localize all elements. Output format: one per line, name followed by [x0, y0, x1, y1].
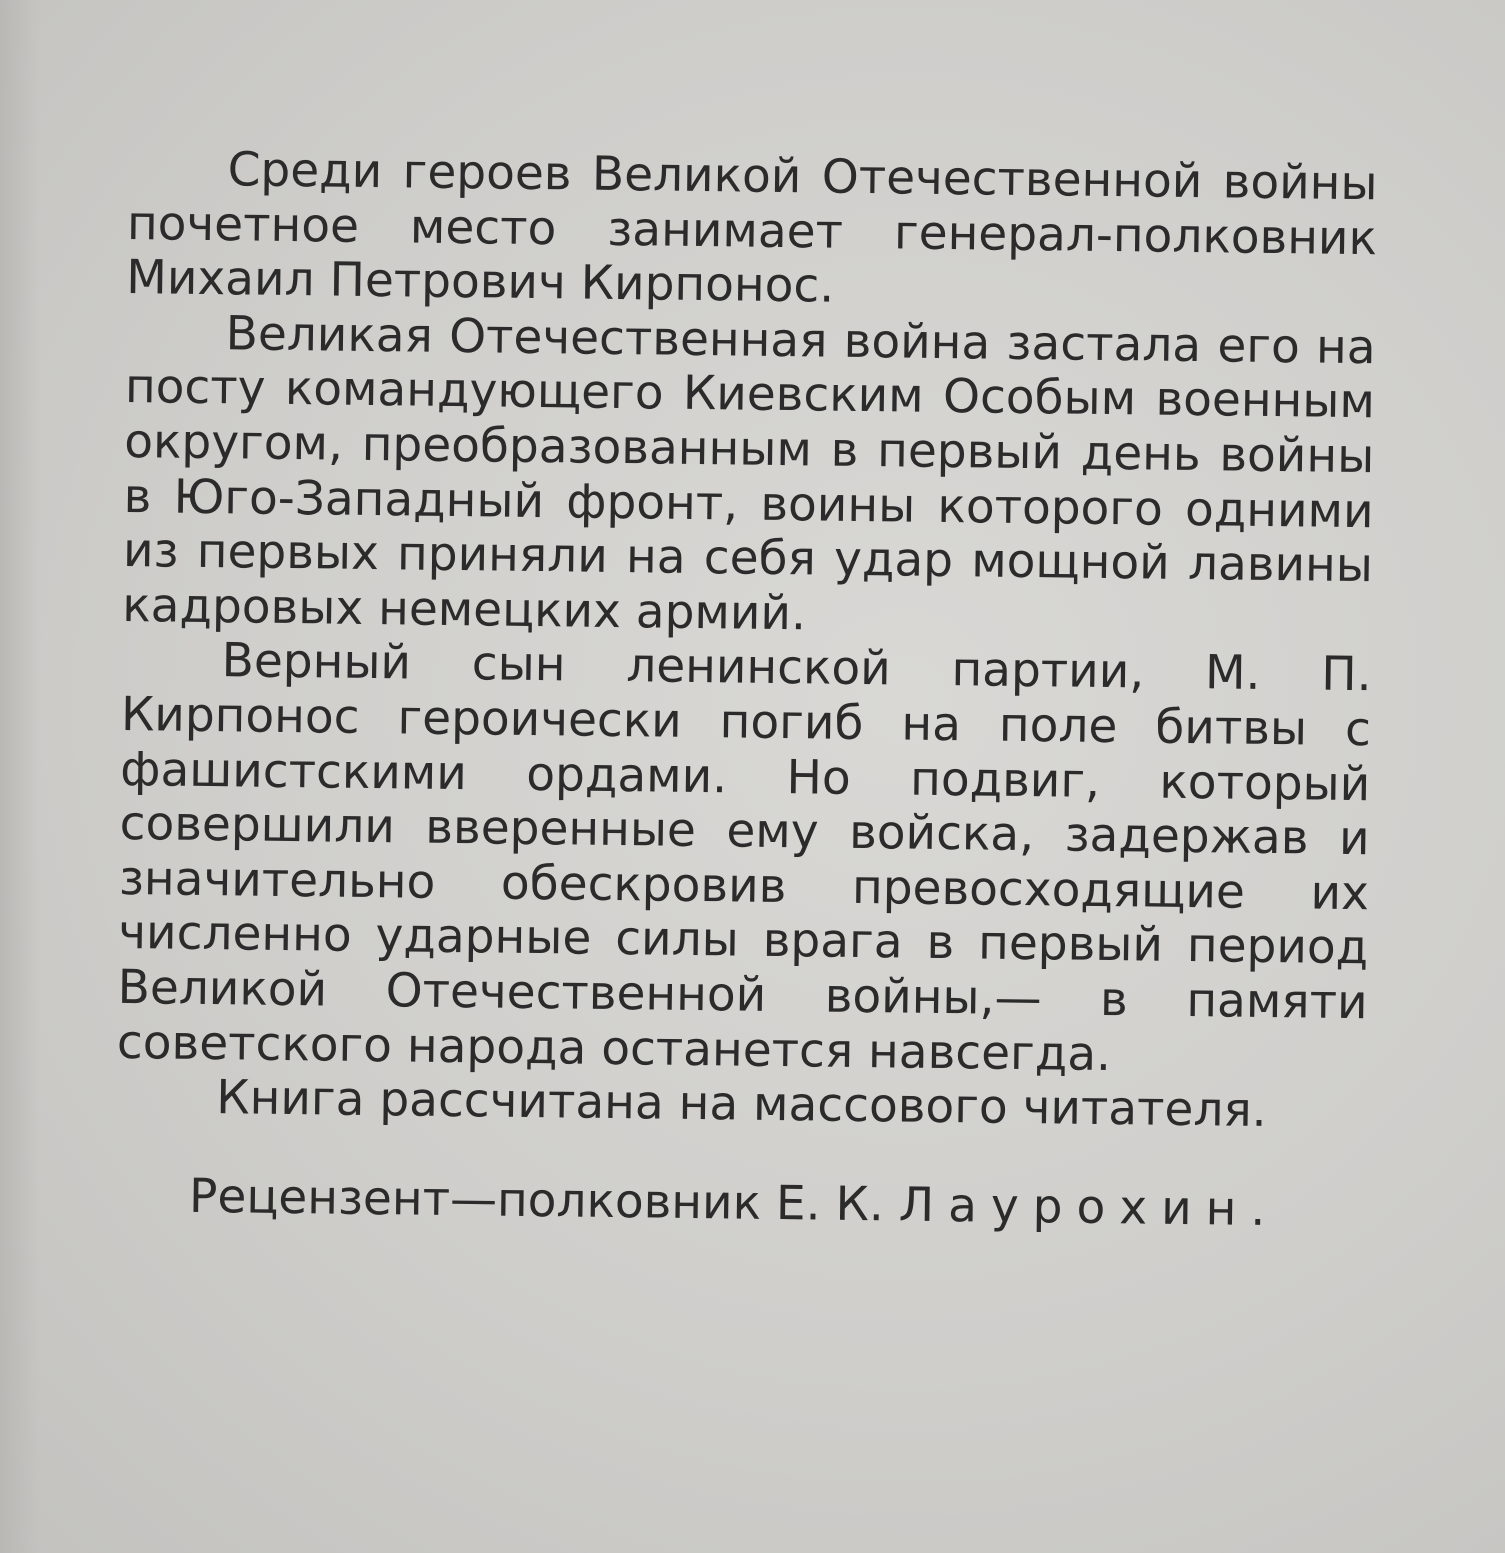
paragraph-audience: Книга рассчитана на массового читателя. — [215, 1070, 1268, 1139]
annotation-text — [115, 142, 1378, 1238]
reviewer-surname: Лаурохин. — [898, 1177, 1280, 1237]
paragraph-heroic-death: Верный сын ленинской партии, М. П. Кирпонос героически погиб на поле битвы с фашистскими ордами. Но подвиг, который совершили вверенные ему войска, задержав и значительно обескровив превосходящие их численно ударные силы врага в первый период Великой Отечественной войны,— в памяти советского народа останется навсегда. — [116, 633, 1372, 1082]
page-edge-shadow — [0, 0, 40, 1553]
paragraph-war-start: Великая Отечественная война застала его на посту командующего Киевским Особым военным округом, преобразованным в первый день войны в Юго-Западный фронт, воины которого одними из первых приняли на себя удар мощной лавины кадровых немецких армий. — [122, 305, 1376, 642]
reviewer-line — [115, 1169, 1366, 1239]
reviewer-prefix: Рецензент—полковник Е. К. — [188, 1168, 900, 1233]
paragraph-intro: Среди героев Великой Отечественной войны почетное место занимает генерал-полковник Михаил Петрович Кирпонос. — [126, 142, 1378, 314]
